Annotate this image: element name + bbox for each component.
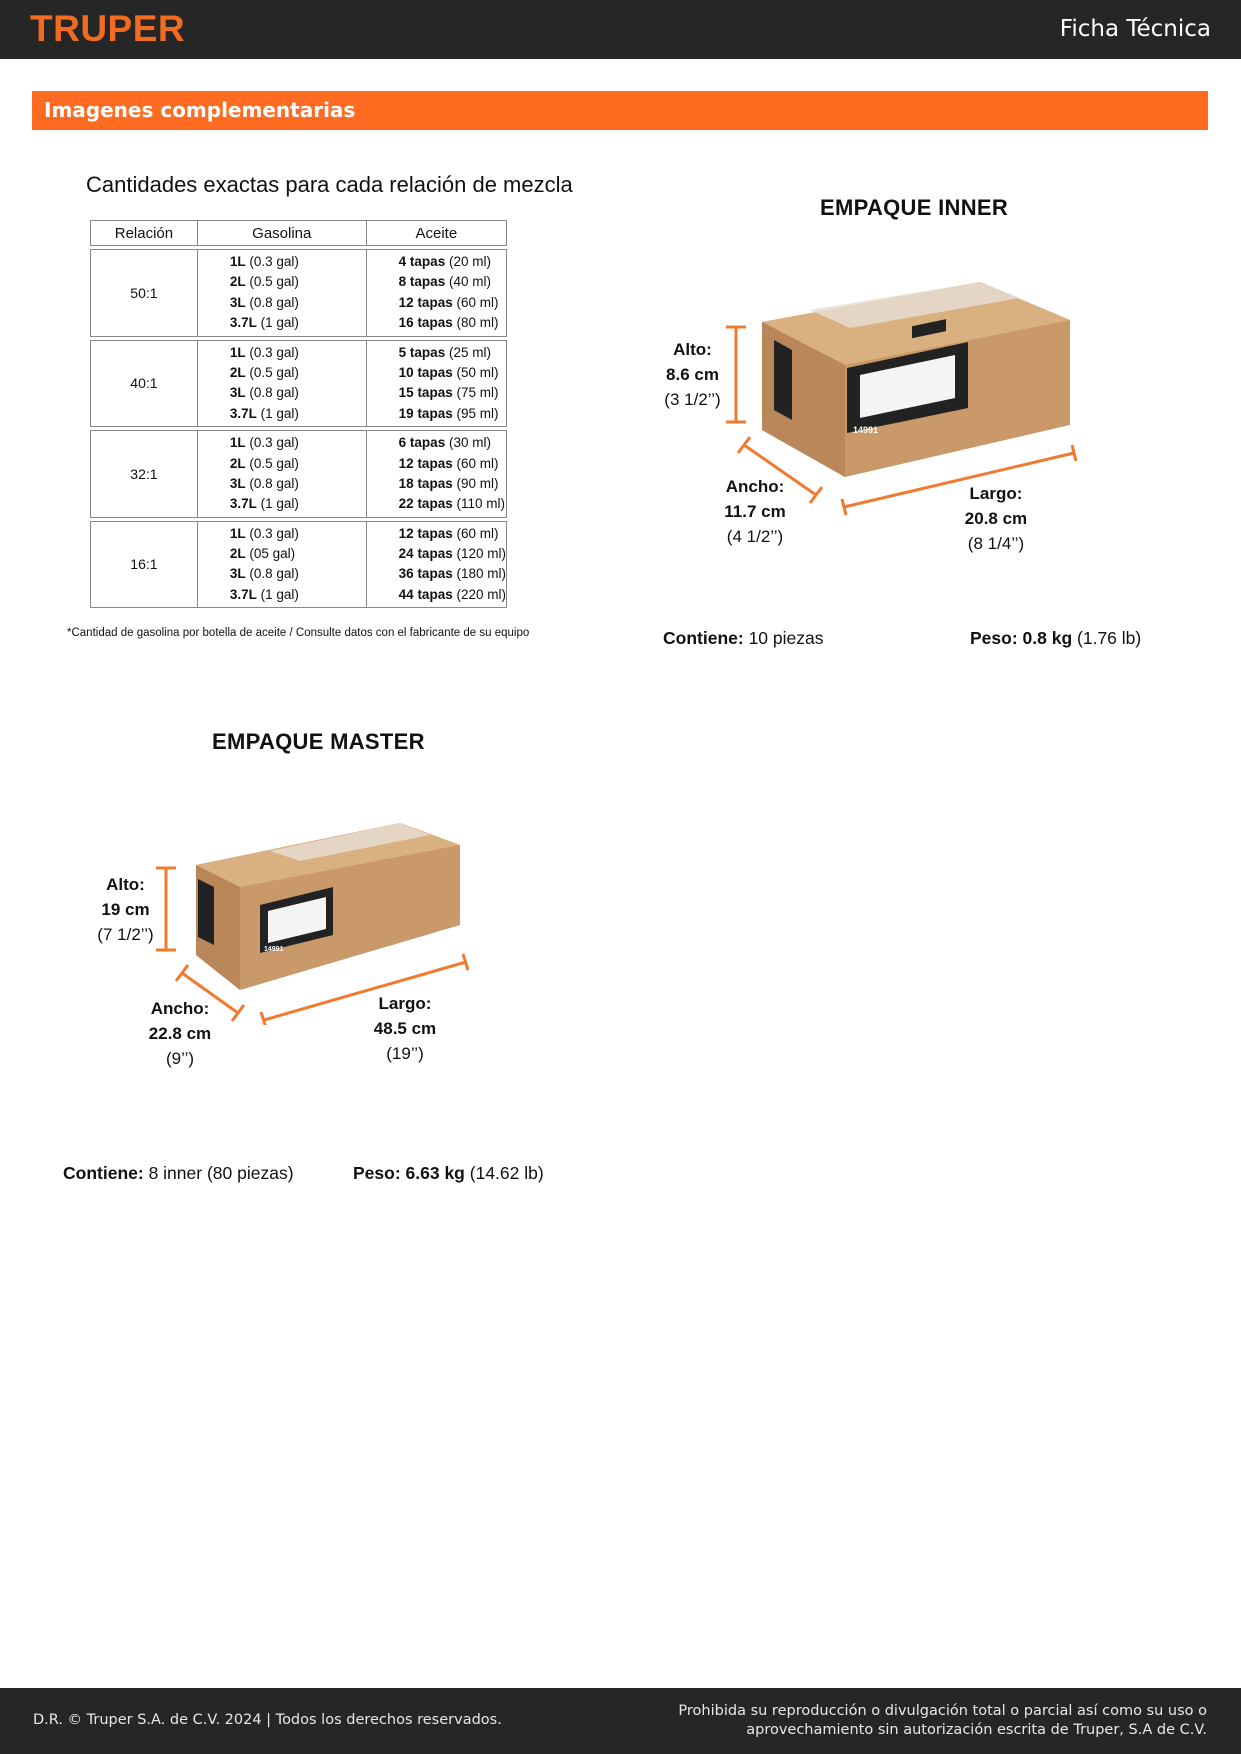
- gasolina-equivalent: (0.3 gal): [249, 254, 299, 269]
- gasolina-line: [230, 383, 366, 403]
- gasolina-line: [230, 404, 366, 424]
- mix-table-row: [90, 249, 507, 337]
- footer-disclaimer-line1: Prohibida su reproducción o divulgación total o parcial así como su uso o: [678, 1703, 1207, 1719]
- mix-gasolina-cell: [197, 430, 366, 518]
- aceite-equivalent: (95 ml): [456, 405, 499, 421]
- inner-alto-label: Alto:: [673, 340, 712, 359]
- aceite-equivalent: (25 ml): [448, 344, 491, 360]
- gasolina-amount: 3L: [229, 294, 246, 310]
- gasolina-equivalent: (0.3 gal): [249, 344, 299, 360]
- mix-table-row: [90, 430, 507, 518]
- master-largo-value: 48.5 cm: [373, 1019, 437, 1038]
- aceite-line: [399, 404, 506, 424]
- aceite-line: [399, 272, 506, 292]
- aceite-line: [399, 293, 506, 313]
- gasolina-amount: 3L: [229, 566, 246, 582]
- section-title: Imagenes complementarias: [44, 98, 356, 122]
- master-alto-imperial: (7 1/2’’): [97, 925, 154, 944]
- aceite-amount: 12 tapas: [398, 525, 453, 541]
- mix-gasolina-cell: [197, 340, 366, 428]
- mix-table-body: [90, 249, 507, 608]
- inner-contiene: [663, 628, 824, 649]
- mix-ratio-cell: 50:1: [90, 249, 197, 337]
- aceite-amount: 44 tapas: [398, 586, 453, 602]
- aceite-equivalent: (20 ml): [448, 254, 491, 269]
- inner-alto: [655, 337, 730, 412]
- inner-peso-imperial: (1.76 lb): [1077, 628, 1142, 648]
- gasolina-line: [230, 252, 366, 272]
- footer-disclaimer-line2: aprovechamiento sin autorización escrita de Truper, S.A de C.V.: [746, 1722, 1207, 1738]
- gasolina-amount: 1L: [229, 254, 246, 269]
- master-ancho-label: Ancho:: [150, 999, 210, 1018]
- master-title: EMPAQUE MASTER: [212, 729, 425, 754]
- inner-largo-label: Largo:: [969, 484, 1023, 503]
- gasolina-equivalent: (0.8 gal): [249, 475, 299, 491]
- gasolina-amount: 2L: [229, 364, 246, 380]
- gasolina-equivalent: (1 gal): [260, 496, 299, 512]
- aceite-equivalent: (60 ml): [456, 294, 499, 310]
- gasolina-line: [230, 474, 366, 494]
- gasolina-line: [230, 343, 366, 363]
- inner-peso-value: 0.8 kg: [1022, 628, 1073, 648]
- header-gasolina: Gasolina: [197, 220, 366, 246]
- mix-table-title: Cantidades exactas para cada relación de mezcla: [86, 172, 573, 197]
- aceite-amount: 18 tapas: [398, 475, 453, 491]
- inner-peso-label: Peso:: [970, 628, 1018, 648]
- mix-aceite-cell: [366, 430, 507, 518]
- footer-disclaimer: [678, 1702, 1207, 1740]
- gasolina-line: [230, 454, 366, 474]
- inner-peso: [970, 628, 1141, 649]
- aceite-line: [399, 474, 506, 494]
- aceite-amount: 24 tapas: [398, 546, 453, 562]
- gasolina-line: [230, 313, 366, 333]
- master-peso: [353, 1163, 544, 1184]
- aceite-equivalent: (30 ml): [448, 435, 491, 451]
- aceite-amount: 4 tapas: [398, 254, 446, 269]
- aceite-equivalent: (220 ml): [456, 586, 506, 602]
- gasolina-amount: 3.7L: [229, 315, 257, 331]
- gasolina-amount: 2L: [229, 455, 246, 471]
- aceite-line: [399, 585, 506, 605]
- inner-alto-value: 8.6 cm: [666, 365, 719, 384]
- gasolina-line: [230, 433, 366, 453]
- section-header: [32, 91, 1208, 130]
- mix-table-header-row: [90, 220, 507, 246]
- gasolina-amount: 3.7L: [229, 405, 257, 421]
- aceite-equivalent: (180 ml): [456, 566, 506, 582]
- gasolina-amount: 3L: [229, 475, 246, 491]
- header-bar: [0, 0, 1241, 59]
- master-largo-label: Largo:: [378, 994, 432, 1013]
- gasolina-equivalent: (1 gal): [260, 405, 299, 421]
- aceite-equivalent: (110 ml): [456, 496, 505, 512]
- aceite-line: [399, 252, 506, 272]
- aceite-line: [399, 383, 506, 403]
- gasolina-line: [230, 272, 366, 292]
- aceite-equivalent: (60 ml): [456, 525, 499, 541]
- inner-ancho-label: Ancho:: [725, 477, 785, 496]
- aceite-amount: 6 tapas: [398, 435, 446, 451]
- master-contiene-label: Contiene:: [63, 1163, 144, 1183]
- master-ancho-value: 22.8 cm: [148, 1024, 212, 1043]
- aceite-equivalent: (40 ml): [448, 274, 491, 290]
- aceite-amount: 12 tapas: [398, 455, 453, 471]
- gasolina-line: [230, 544, 366, 564]
- master-side-label: [198, 879, 214, 945]
- gasolina-equivalent: (0.8 gal): [249, 385, 299, 401]
- master-peso-label: Peso:: [353, 1163, 401, 1183]
- gasolina-equivalent: (1 gal): [260, 586, 299, 602]
- mix-aceite-cell: [366, 521, 507, 609]
- inner-alto-imperial: (3 1/2’’): [664, 390, 721, 409]
- master-largo: [361, 991, 449, 1066]
- aceite-amount: 12 tapas: [398, 294, 453, 310]
- master-alto-value: 19 cm: [101, 900, 150, 919]
- aceite-line: [399, 433, 506, 453]
- inner-largo-value: 20.8 cm: [964, 509, 1028, 528]
- master-alto-label: Alto:: [106, 875, 145, 894]
- header-aceite: Aceite: [366, 220, 507, 246]
- aceite-equivalent: (75 ml): [456, 385, 499, 401]
- aceite-amount: 36 tapas: [398, 566, 453, 582]
- gasolina-equivalent: (0.5 gal): [249, 455, 299, 471]
- mix-aceite-cell: [366, 340, 507, 428]
- gasolina-line: [230, 363, 366, 383]
- mix-ratio-cell: 16:1: [90, 521, 197, 609]
- mix-table-row: [90, 340, 507, 428]
- master-ancho: [136, 996, 224, 1071]
- master-contiene: [63, 1163, 294, 1184]
- gasolina-equivalent: (0.5 gal): [249, 274, 299, 290]
- master-peso-value: 6.63 kg: [405, 1163, 465, 1183]
- aceite-line: [399, 524, 506, 544]
- inner-largo: [950, 481, 1042, 556]
- aceite-amount: 8 tapas: [398, 274, 446, 290]
- footer-bar: [0, 1688, 1241, 1754]
- gasolina-equivalent: (0.8 gal): [249, 294, 299, 310]
- master-ancho-imperial: (9’’): [165, 1049, 195, 1068]
- aceite-amount: 15 tapas: [398, 385, 453, 401]
- gasolina-amount: 3.7L: [229, 496, 257, 512]
- inner-ancho-imperial: (4 1/2’’): [726, 527, 784, 546]
- footer-copyright: D.R. © Truper S.A. de C.V. 2024 | Todos los derechos reservados.: [33, 1712, 502, 1728]
- gasolina-amount: 2L: [229, 274, 246, 290]
- aceite-line: [399, 343, 506, 363]
- mix-gasolina-cell: [197, 249, 366, 337]
- aceite-line: [399, 494, 506, 514]
- gasolina-amount: 1L: [229, 435, 246, 451]
- mix-table: [90, 217, 507, 611]
- gasolina-line: [230, 293, 366, 313]
- master-alto: [88, 872, 163, 947]
- gasolina-equivalent: (0.8 gal): [249, 566, 299, 582]
- gasolina-amount: 2L: [229, 546, 246, 562]
- mix-footnote: *Cantidad de gasolina por botella de aceite / Consulte datos con el fabricante de su equipo: [67, 627, 530, 639]
- inner-title: EMPAQUE INNER: [820, 195, 1009, 220]
- aceite-equivalent: (120 ml): [456, 546, 506, 562]
- gasolina-amount: 3.7L: [229, 586, 257, 602]
- mix-ratio-cell: 32:1: [90, 430, 197, 518]
- inner-largo-imperial: (8 1/4’’): [967, 534, 1025, 553]
- aceite-equivalent: (90 ml): [456, 475, 499, 491]
- truper-logo: TRUPER: [30, 8, 186, 49]
- aceite-line: [399, 363, 506, 383]
- gasolina-equivalent: (05 gal): [249, 546, 296, 562]
- inner-contiene-value: 10 piezas: [748, 628, 824, 648]
- master-box-number: 14991: [264, 946, 284, 953]
- mix-table-row: [90, 521, 507, 609]
- aceite-line: [399, 564, 506, 584]
- inner-ancho: [712, 474, 798, 549]
- gasolina-amount: 1L: [229, 525, 246, 541]
- mix-aceite-cell: [366, 249, 507, 337]
- aceite-equivalent: (50 ml): [456, 364, 499, 380]
- aceite-amount: 10 tapas: [398, 364, 453, 380]
- gasolina-line: [230, 494, 366, 514]
- inner-ancho-value: 11.7 cm: [724, 502, 786, 521]
- aceite-amount: 5 tapas: [398, 344, 446, 360]
- aceite-amount: 22 tapas: [398, 496, 453, 512]
- gasolina-equivalent: (1 gal): [260, 315, 299, 331]
- aceite-line: [399, 454, 506, 474]
- aceite-line: [399, 313, 506, 333]
- document-title: Ficha Técnica: [1059, 16, 1211, 42]
- master-peso-imperial: (14.62 lb): [469, 1163, 544, 1183]
- mix-gasolina-cell: [197, 521, 366, 609]
- master-largo-imperial: (19’’): [386, 1044, 424, 1063]
- gasolina-amount: 3L: [229, 385, 246, 401]
- gasolina-line: [230, 524, 366, 544]
- gasolina-line: [230, 564, 366, 584]
- aceite-amount: 16 tapas: [398, 315, 453, 331]
- mix-ratio-cell: 40:1: [90, 340, 197, 428]
- master-contiene-value: 8 inner (80 piezas): [148, 1163, 294, 1183]
- header-relacion: Relación: [90, 220, 197, 246]
- inner-box-number: 14991: [853, 425, 879, 435]
- inner-side-label: [774, 340, 792, 420]
- aceite-amount: 19 tapas: [398, 405, 453, 421]
- aceite-equivalent: (80 ml): [456, 315, 499, 331]
- gasolina-equivalent: (0.3 gal): [249, 525, 299, 541]
- gasolina-line: [230, 585, 366, 605]
- inner-contiene-label: Contiene:: [663, 628, 744, 648]
- aceite-equivalent: (60 ml): [456, 455, 499, 471]
- aceite-line: [399, 544, 506, 564]
- gasolina-equivalent: (0.5 gal): [249, 364, 299, 380]
- gasolina-amount: 1L: [229, 344, 246, 360]
- gasolina-equivalent: (0.3 gal): [249, 435, 299, 451]
